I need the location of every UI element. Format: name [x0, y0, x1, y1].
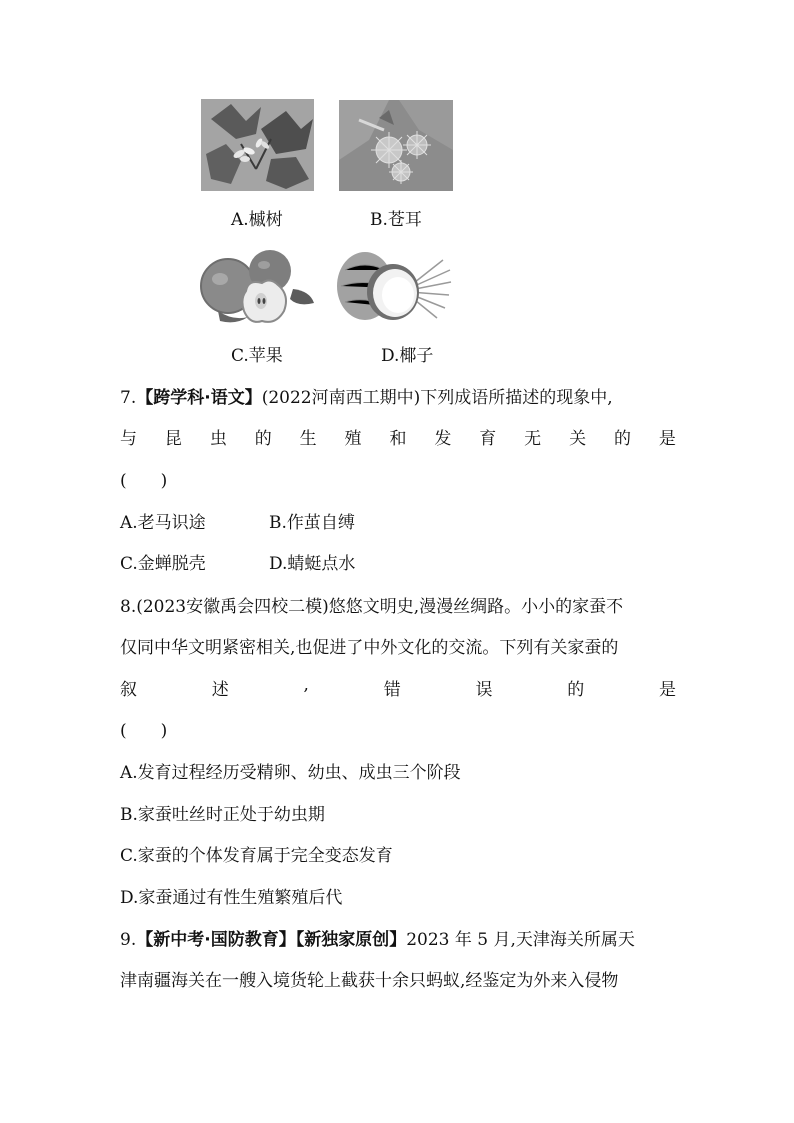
q8-char: , — [303, 675, 309, 695]
q8-stem-line-2: 仅同中华文明紧密相关,也促进了中外文化的交流。下列有关家蚕的 — [120, 638, 619, 658]
q9-stem: 2023 年 5 月,天津海关所属天 — [406, 930, 635, 950]
q9-stem-line-1 — [120, 925, 635, 950]
q7-char: 育 — [479, 429, 497, 449]
q8-answer-blank: ( ) — [120, 721, 168, 741]
q8-char: 误 — [475, 680, 493, 700]
maple-photo — [201, 99, 314, 191]
q8-option-d: D.家蚕通过有性生殖繁殖后代 — [120, 888, 343, 908]
q7-char: 是 — [658, 429, 676, 449]
q7-char: 和 — [389, 429, 407, 449]
q7-char: 昆 — [164, 429, 182, 449]
q7-stem: (2022河南西工期中)下列成语所描述的现象中, — [261, 388, 613, 408]
q8-stem-line-1: 8.(2023安徽禹会四校二模)悠悠文明史,漫漫丝绸路。小小的家蚕不 — [120, 597, 624, 617]
q7-char: 殖 — [344, 429, 362, 449]
q8-option-c: C.家蚕的个体发育属于完全变态发育 — [120, 846, 393, 866]
option-a-caption: A.槭树 — [231, 210, 283, 230]
q7-char: 生 — [299, 429, 317, 449]
apple-photo — [198, 249, 316, 327]
q8-char: 述 — [211, 680, 229, 700]
q9-number: 9. — [120, 930, 137, 950]
q7-answer-blank: ( ) — [120, 471, 168, 491]
q7-char: 发 — [434, 429, 452, 449]
q8-char: 的 — [567, 680, 585, 700]
q7-stem-line-2 — [120, 424, 676, 449]
q7-char: 关 — [569, 429, 587, 449]
q7-char: 的 — [254, 429, 272, 449]
q7-option-a: A.老马识途 — [120, 513, 206, 533]
q7-option-c: C.金蝉脱壳 — [120, 554, 206, 574]
q7-option-b: B.作茧自缚 — [269, 513, 355, 533]
q7-option-d: D.蜻蜓点水 — [269, 554, 356, 574]
q7-char: 与 — [120, 429, 137, 449]
q7-char: 无 — [524, 429, 542, 449]
q8-option-b: B.家蚕吐丝时正处于幼虫期 — [120, 805, 325, 825]
q7-char: 虫 — [209, 429, 227, 449]
q8-char: 是 — [659, 680, 676, 700]
coconut-photo — [335, 250, 453, 325]
q7-tag: 【跨学科·语文】 — [136, 388, 262, 408]
q9-stem-line-2: 津南疆海关在一艘入境货轮上截获十余只蚂蚁,经鉴定为外来入侵物 — [120, 971, 619, 991]
cocklebur-photo — [339, 100, 453, 191]
option-c-caption: C.苹果 — [231, 346, 283, 366]
q8-char: 叙 — [120, 680, 137, 700]
q8-option-a: A.发育过程经历受精卵、幼虫、成虫三个阶段 — [120, 763, 461, 783]
option-d-caption: D.椰子 — [381, 346, 434, 366]
q7-char: 的 — [613, 429, 631, 449]
q8-stem-line-3 — [120, 675, 676, 700]
option-b-caption: B.苍耳 — [370, 210, 422, 230]
q8-char: 错 — [383, 680, 401, 700]
q7-stem-line-1 — [120, 383, 613, 408]
q7-number: 7. — [120, 388, 137, 408]
q9-tag: 【新中考·国防教育】【新独家原创】 — [136, 930, 407, 950]
